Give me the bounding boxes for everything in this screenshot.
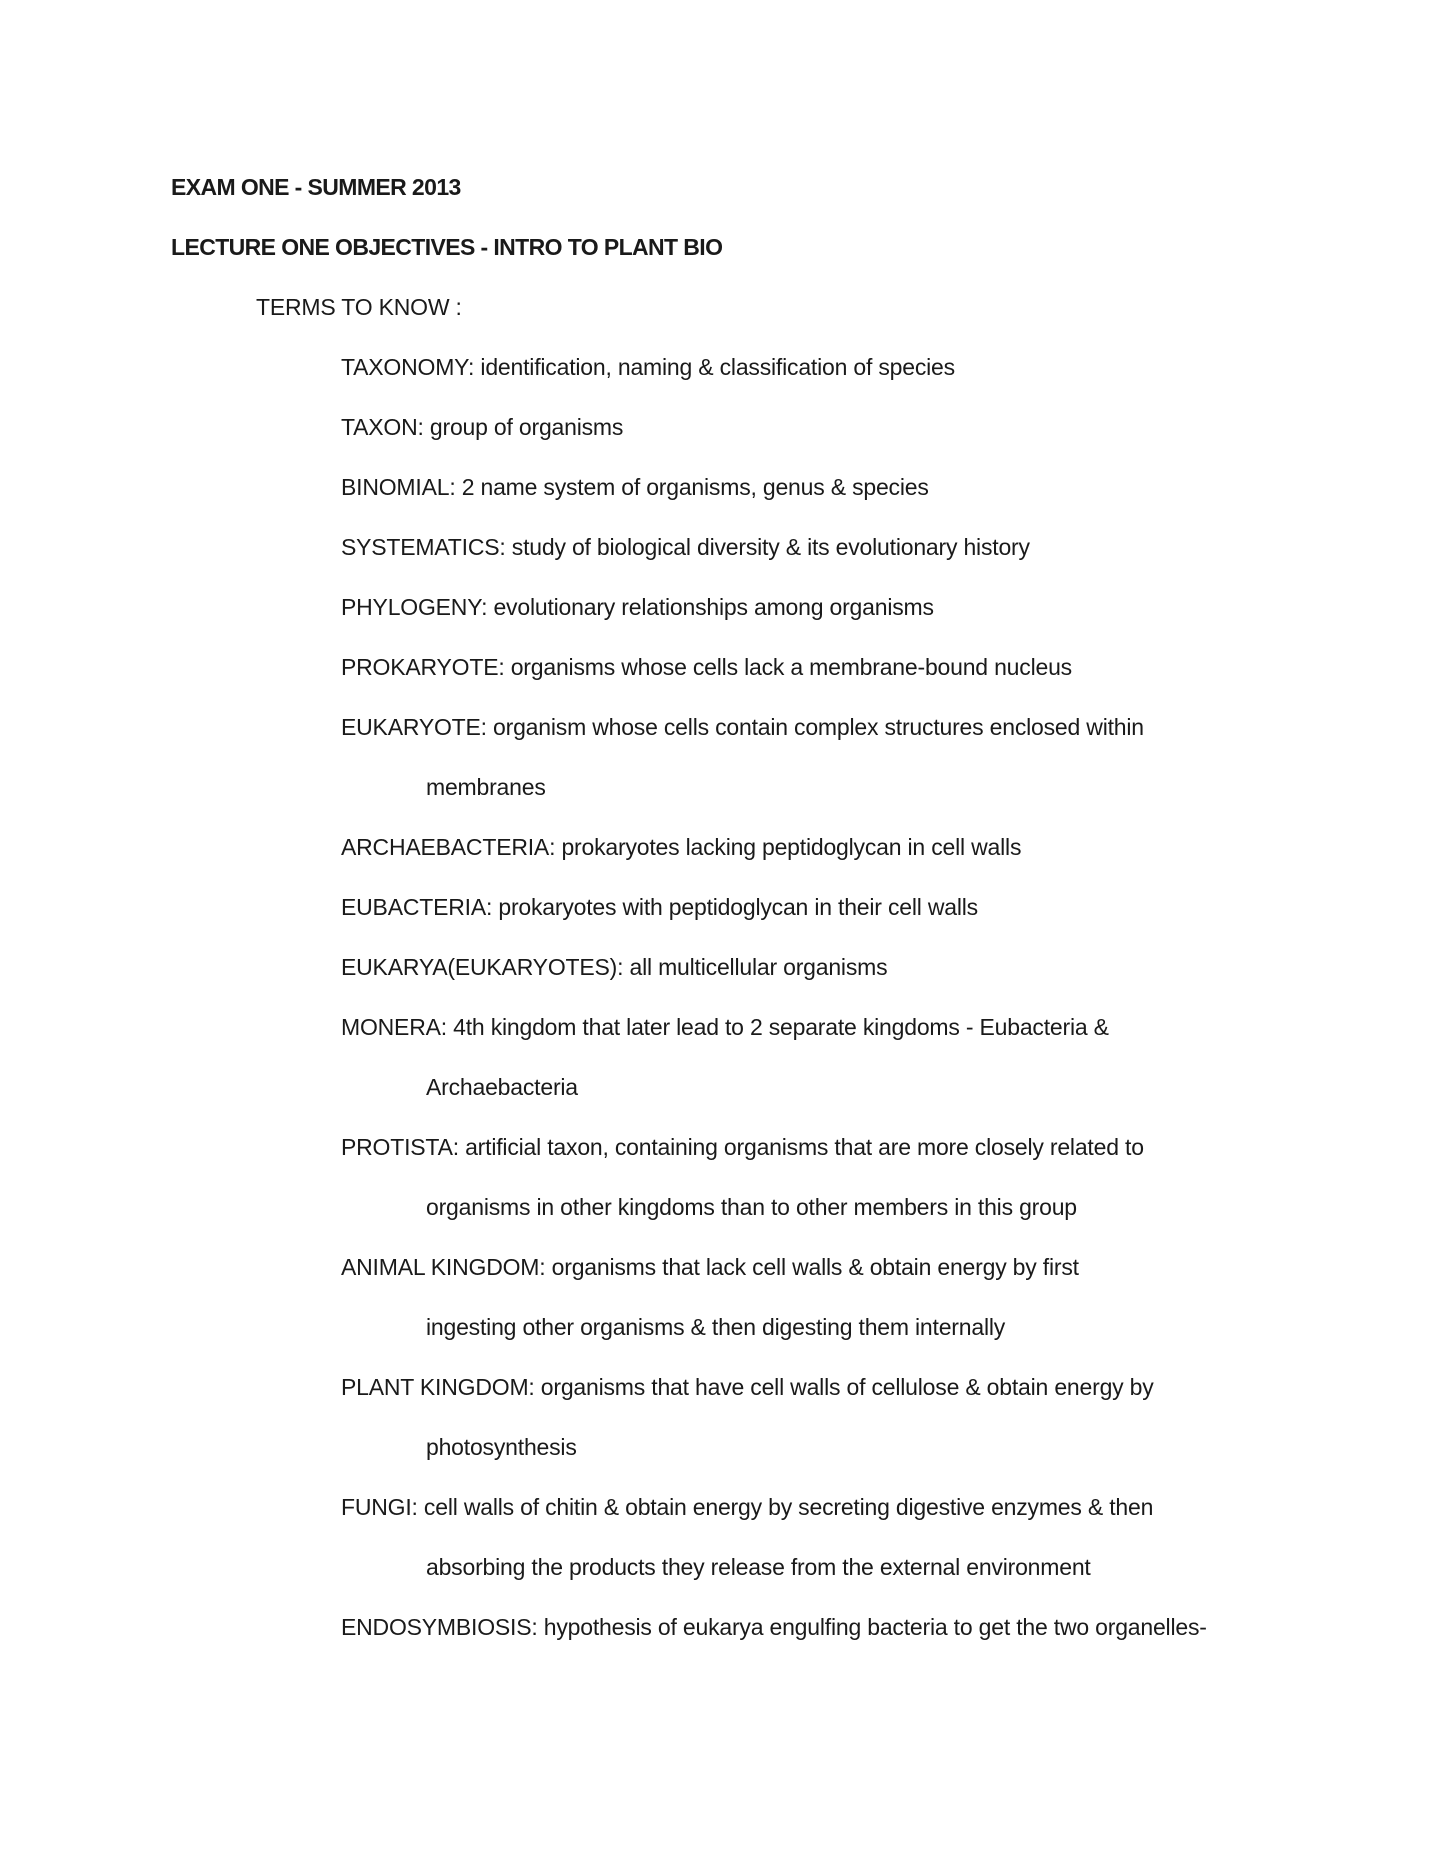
term-taxonomy: TAXONOMY: identification, naming & classification of species	[341, 354, 955, 380]
term-phylogeny: PHYLOGENY: evolutionary relationships among organisms	[341, 594, 934, 620]
term-prokaryote: PROKARYOTE: organisms whose cells lack a membrane-bound nucleus	[341, 654, 1072, 680]
term-animal-kingdom-continued: ingesting other organisms & then digesting them internally	[426, 1314, 1006, 1340]
term-endosymbiosis: ENDOSYMBIOSIS: hypothesis of eukarya engulfing bacteria to get the two organelles-	[341, 1614, 1207, 1640]
term-eukaryote: EUKARYOTE: organism whose cells contain complex structures enclosed within	[341, 714, 1144, 740]
document-title: EXAM ONE - SUMMER 2013	[171, 174, 461, 200]
term-fungi-continued: absorbing the products they release from the external environment	[426, 1554, 1091, 1580]
terms-subheading: TERMS TO KNOW :	[256, 294, 462, 320]
term-archaebacteria: ARCHAEBACTERIA: prokaryotes lacking peptidoglycan in cell walls	[341, 834, 1022, 860]
term-systematics: SYSTEMATICS: study of biological diversity & its evolutionary history	[341, 534, 1030, 560]
term-eukaryote-continued: membranes	[426, 774, 546, 800]
term-monera: MONERA: 4th kingdom that later lead to 2 separate kingdoms - Eubacteria &	[341, 1014, 1109, 1040]
term-protista: PROTISTA: artificial taxon, containing organisms that are more closely related to	[341, 1134, 1144, 1160]
term-plant-kingdom-continued: photosynthesis	[426, 1434, 577, 1460]
section-heading: LECTURE ONE OBJECTIVES - INTRO TO PLANT BIO	[171, 234, 723, 260]
term-taxon: TAXON: group of organisms	[341, 414, 624, 440]
term-monera-continued: Archaebacteria	[426, 1074, 578, 1100]
term-protista-continued: organisms in other kingdoms than to other members in this group	[426, 1194, 1077, 1220]
term-animal-kingdom: ANIMAL KINGDOM: organisms that lack cell walls & obtain energy by first	[341, 1254, 1079, 1280]
term-plant-kingdom: PLANT KINGDOM: organisms that have cell walls of cellulose & obtain energy by	[341, 1374, 1154, 1400]
term-binomial: BINOMIAL: 2 name system of organisms, genus & species	[341, 474, 929, 500]
term-eukarya: EUKARYA(EUKARYOTES): all multicellular organisms	[341, 954, 888, 980]
term-eubacteria: EUBACTERIA: prokaryotes with peptidoglycan in their cell walls	[341, 894, 978, 920]
term-fungi: FUNGI: cell walls of chitin & obtain energy by secreting digestive enzymes & then	[341, 1494, 1154, 1520]
